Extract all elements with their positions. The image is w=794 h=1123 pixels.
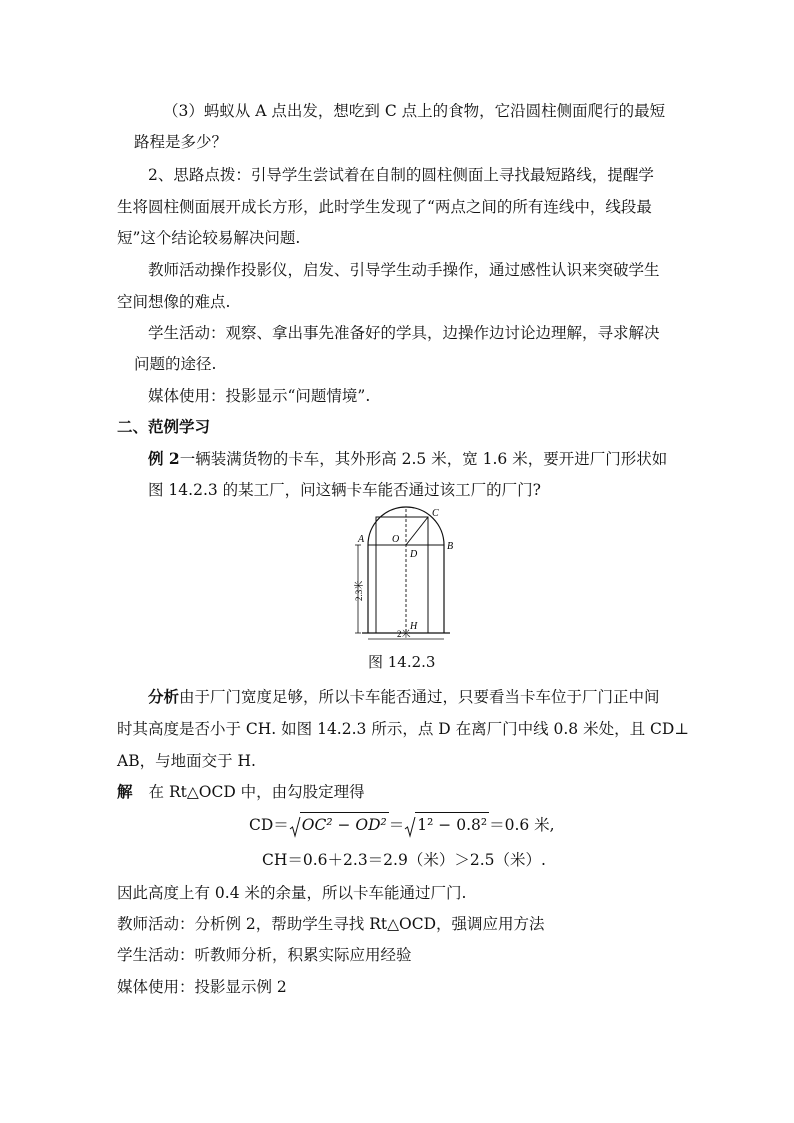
height-label: 2.3米 — [354, 580, 364, 601]
teacher-activity-ex2: 教师活动：分析例 2，帮助学生寻找 Rt△OCD，强调应用方法 — [117, 915, 545, 933]
label-a: A — [358, 534, 365, 545]
analysis-3: AB，与地面交于 H. — [117, 752, 256, 770]
radicand-2: 1² − 0.8² — [415, 812, 489, 837]
formula-cd — [249, 812, 555, 838]
analysis — [148, 686, 660, 708]
label-o: O — [392, 534, 400, 545]
student-activity: 学生活动：观察、拿出事先准备好的学具，边操作边讨论边理解，寻求解决 — [148, 324, 660, 342]
formula-ch: CH＝0.6＋2.3＝2.9（米）＞2.5（米）. — [262, 851, 546, 869]
hint-paragraph: 2、思路点拨：引导学生尝试着在自制的圆柱侧面上寻找最短路线，提醒学 — [148, 166, 654, 184]
question-3-cont: 路程是多少？ — [134, 133, 228, 151]
solution-label: 解 — [117, 782, 133, 801]
analysis-text: 由于厂门宽度足够，所以卡车能否通过，只要看当卡车位于厂门正中间 — [179, 688, 660, 706]
example-text: 一辆装满货物的卡车，其外形高 2.5 米，宽 1.6 米，要开进厂门形状如 — [179, 450, 668, 468]
label-h: H — [410, 621, 418, 632]
conclusion: 因此高度上有 0.4 米的余量，所以卡车能通过厂门. — [117, 884, 467, 902]
solution — [117, 781, 365, 803]
example-2 — [148, 448, 667, 470]
formula-cd-rhs: ＝0.6 米, — [489, 816, 555, 834]
example-2-cont: 图 14.2.3 的某工厂，问这辆卡车能否通过该工厂的厂门? — [148, 481, 541, 499]
section-heading: 二、范例学习 — [117, 417, 211, 436]
gate-figure — [348, 503, 460, 643]
student-activity-ex2: 学生活动：听教师分析，积累实际应用经验 — [117, 946, 412, 964]
label-b: B — [447, 541, 454, 552]
label-c: C — [432, 508, 439, 519]
analysis-2: 时其高度是否小于 CH. 如图 14.2.3 所示，点 D 在离厂门中线 0.8 米处，且 CD⊥ — [117, 720, 689, 738]
analysis-label: 分析 — [148, 687, 180, 706]
solution-text: 在 Rt△OCD 中，由勾股定理得 — [148, 783, 365, 801]
media-usage-ex2: 媒体使用：投影显示例 2 — [117, 978, 287, 996]
hint-paragraph-2: 生将圆柱侧面展开成长方形，此时学生发现了“两点之间的所有连线中，线段最 — [117, 198, 652, 216]
formula-cd-lhs: CD＝ — [249, 816, 289, 834]
figure-caption: 图 14.2.3 — [368, 653, 436, 671]
width-label: 2米 — [397, 629, 411, 639]
hint-paragraph-3: 短”这个结论较易解决问题. — [117, 229, 301, 247]
media-usage: 媒体使用：投影显示“问题情境”. — [148, 387, 371, 405]
student-activity-2: 问题的途径. — [134, 355, 217, 373]
question-3: （3）蚂蚁从 A 点出发，想吃到 C 点上的食物，它沿圆柱侧面爬行的最短 — [163, 102, 666, 120]
teacher-activity: 教师活动操作投影仪，启发、引导学生动手操作，通过感性认识来突破学生 — [148, 261, 660, 279]
radicand-1: OC² − OD² — [300, 812, 389, 837]
teacher-activity-2: 空间想像的难点. — [117, 293, 231, 311]
formula-eq: ＝ — [388, 816, 405, 834]
example-label: 例 2 — [148, 449, 180, 468]
label-d: D — [410, 549, 418, 560]
